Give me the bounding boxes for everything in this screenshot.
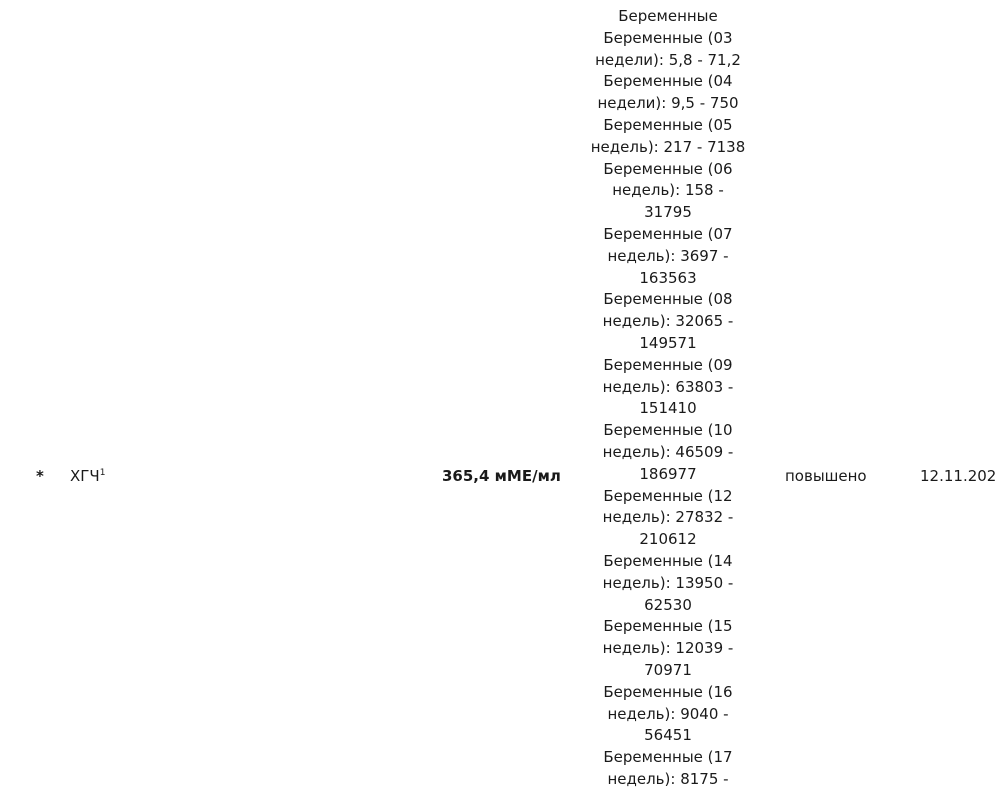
reference-range-line: недель): 27832 - xyxy=(602,508,734,527)
result-value: 365,4 мМЕ/мл xyxy=(442,467,561,485)
reference-range-line: Беременные (15 xyxy=(603,617,733,636)
reference-range-line: Беременные xyxy=(618,7,718,25)
reference-range-line: недель): 32065 - xyxy=(602,312,734,331)
reference-range-line: Беременные (14 xyxy=(603,551,733,570)
footnote-marker: 1 xyxy=(99,468,106,478)
reference-range-line: Беременные (16 xyxy=(603,682,733,701)
reference-range-line: Беременные (06 xyxy=(603,159,733,178)
reference-range-line: Беременные (04 xyxy=(603,72,733,91)
reference-range-line: Беременные (10 xyxy=(603,421,733,440)
reference-range-line: 151410 xyxy=(639,399,697,418)
reference-range-line: 31795 xyxy=(644,203,692,222)
reference-range-line: недель): 13950 - xyxy=(602,573,734,592)
reference-range-line: Беременные (09 xyxy=(603,355,733,374)
abnormal-marker: * xyxy=(36,467,44,485)
reference-range-line: недель): 8175 - xyxy=(607,769,729,788)
reference-range-line: недель): 46509 - xyxy=(602,442,734,461)
reference-ranges xyxy=(588,6,748,791)
reference-range-line: 163563 xyxy=(639,268,697,287)
reference-range-line: 56451 xyxy=(644,726,692,745)
status-text: повышено xyxy=(785,467,867,485)
result-date: 12.11.202 xyxy=(920,467,997,485)
reference-range-line: 62530 xyxy=(644,595,692,614)
reference-range-line: Беременные (08 xyxy=(603,290,733,309)
reference-range-line: недели): 5,8 - 71,2 xyxy=(595,50,741,69)
test-name-text: ХГЧ xyxy=(70,467,100,485)
reference-range-line: недель): 12039 - xyxy=(602,639,734,658)
reference-range-line: Беременные (12 xyxy=(603,486,733,505)
reference-range-line: недели): 9,5 - 750 xyxy=(597,94,739,113)
reference-range-line: Беременные (17 xyxy=(603,748,733,767)
reference-range-line: 149571 xyxy=(639,333,697,352)
reference-range-line: 70971 xyxy=(644,660,692,679)
reference-range-line: 210612 xyxy=(639,530,697,549)
reference-range-line: 186977 xyxy=(639,464,697,483)
reference-range-line: недель): 217 - 7138 xyxy=(590,137,746,156)
reference-range-line: Беременные (07 xyxy=(603,224,733,243)
reference-range-line: недель): 3697 - xyxy=(607,246,729,265)
test-name xyxy=(70,465,105,487)
reference-range-line: Беременные (03 xyxy=(603,28,733,47)
reference-range-line: недель): 158 - xyxy=(612,181,724,200)
reference-range-line: недель): 9040 - xyxy=(607,704,729,723)
reference-range-line: Беременные (05 xyxy=(603,115,733,134)
reference-range-line: недель): 63803 - xyxy=(602,377,734,396)
